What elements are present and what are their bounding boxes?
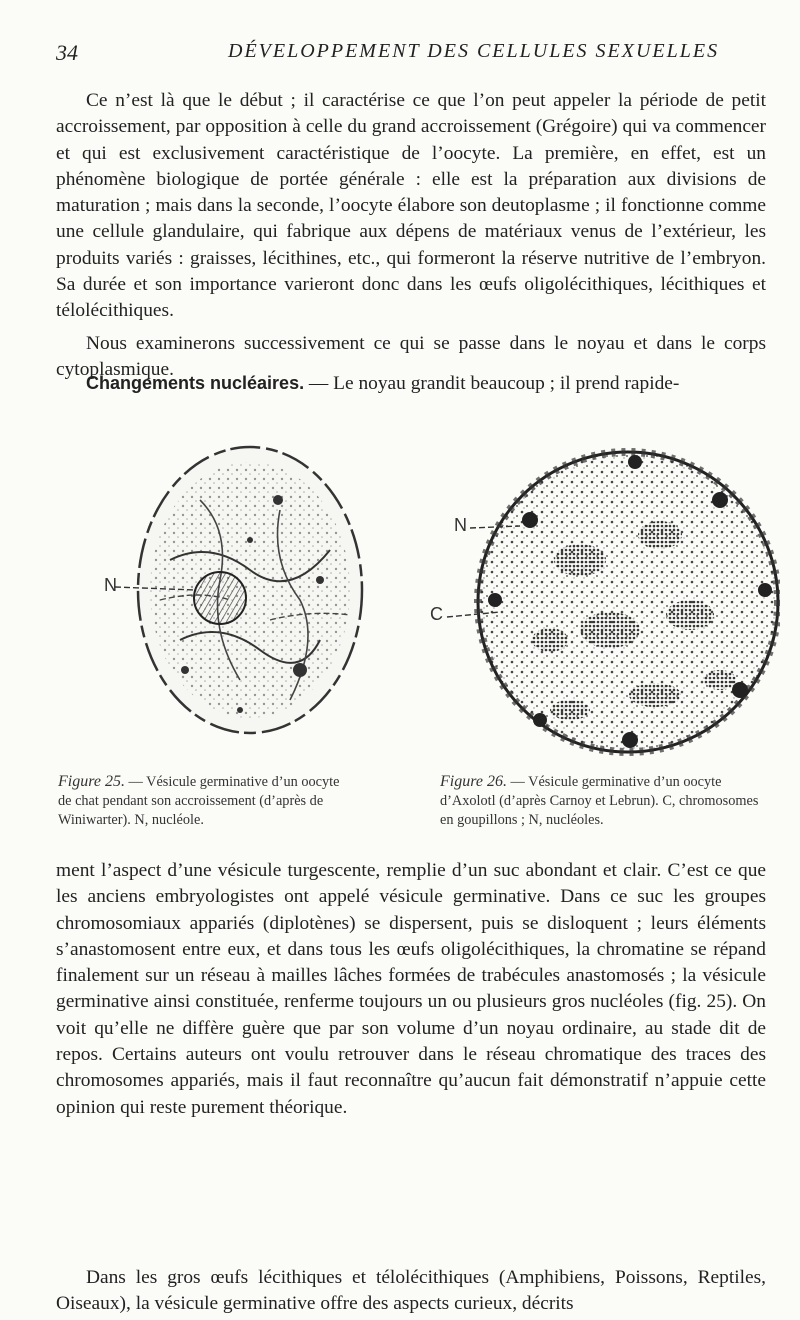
- running-title: DÉVELOPPEMENT DES CELLULES SEXUELLES: [228, 40, 720, 62]
- page-number: 34: [56, 40, 78, 65]
- figure-25-caption: [58, 772, 340, 830]
- paragraph-gros-oeufs: Dans les gros œufs lécithiques et télolécithiques (Amphibiens, Poissons, Reptiles, Oiseaux), la vésicule germinative offre des aspects curieux, décrits: [56, 1267, 766, 1315]
- figure-26-label-n: N: [454, 515, 467, 535]
- figure-25-illustration: [100, 440, 390, 750]
- section-lead-text: — Le noyau grandit beaucoup ; il prend rapide-: [304, 373, 680, 394]
- figure-25: [100, 440, 390, 750]
- figure-25-label-n: N: [104, 575, 117, 595]
- figure-26-label-c: C: [430, 604, 443, 624]
- figure-26-illustration: [420, 440, 780, 765]
- figure-26-caption-text: — Vésicule germinative d’un oocyte d’Axolotl (d’après Carnoy et Lebrun). C, chromosomes en goupillons ; N, nucléoles.: [440, 774, 759, 828]
- figure-26-caption-title: Figure 26.: [440, 773, 507, 790]
- figure-25-caption-text: — Vésicule germinative d’un oocyte de chat pendant son accroissement (d’après de Winiwarter). N, nucléole.: [58, 774, 340, 828]
- paragraph-changements: [56, 370, 766, 397]
- page-header: [56, 40, 746, 68]
- figure-26: [420, 440, 780, 765]
- figure-26-caption: [440, 772, 770, 830]
- figure-25-caption-title: Figure 25.: [58, 773, 125, 790]
- paragraph-intro: Ce n’est là que le début ; il caractérise ce que l’on peut appeler la période de petit accroissement, par opposition à celle du grand accroissement (Grégoire) qui va commencer et qui est exclusivement caractéristique de l’oocyte. La première, en effet, est un phénomène biologique de portée générale : elle est la préparation aux divisions de maturation ; mais dans la seconde, l’oocyte élabore son deutoplasme ; il fonctionne comme une cellule glandulaire, qui fabrique aux dépens de matériaux venus de l’extérieur, les produits variés : graisses, lécithines, etc., qui formeront la réserve nutritive de l’embryon. Sa durée et son importance varieront donc dans les œufs oligolécithiques, lécithiques et télolécithiques.: [56, 90, 766, 322]
- paragraph-vesicule: ment l’aspect d’une vésicule turgescente, remplie d’un suc abondant et clair. C’est ce que les anciens embryologistes ont appelé vésicule germinative. Dans ce suc les groupes chromosomiaux appariés (diplotènes) se dispersent, puis se disloquent ; leurs éléments s’anastomosent entre eux, et dans tous les œufs oligolécithiques, la chromatine se répand finalement sur un réseau à mailles lâches formées de trabécules anastomosés ; la vésicule germinative ainsi constituée, renferme toujours un ou plusieurs gros nucléoles (fig. 25). On voit qu’elle ne diffère guère que par son volume d’un noyau ordinaire, au stade dit de repos. Certains auteurs ont voulu retrouver dans le réseau chromatique des traces des chromosomes appariés, mais il faut reconnaître qu’aucun fait démonstratif n’appuie cette opinion qui reste purement théorique.: [56, 860, 766, 1118]
- paragraph-plan: Nous examinerons successivement ce qui se passe dans le noyau et dans le corps cytoplasmique.: [56, 333, 766, 381]
- section-heading: Changements nucléaires.: [86, 373, 305, 393]
